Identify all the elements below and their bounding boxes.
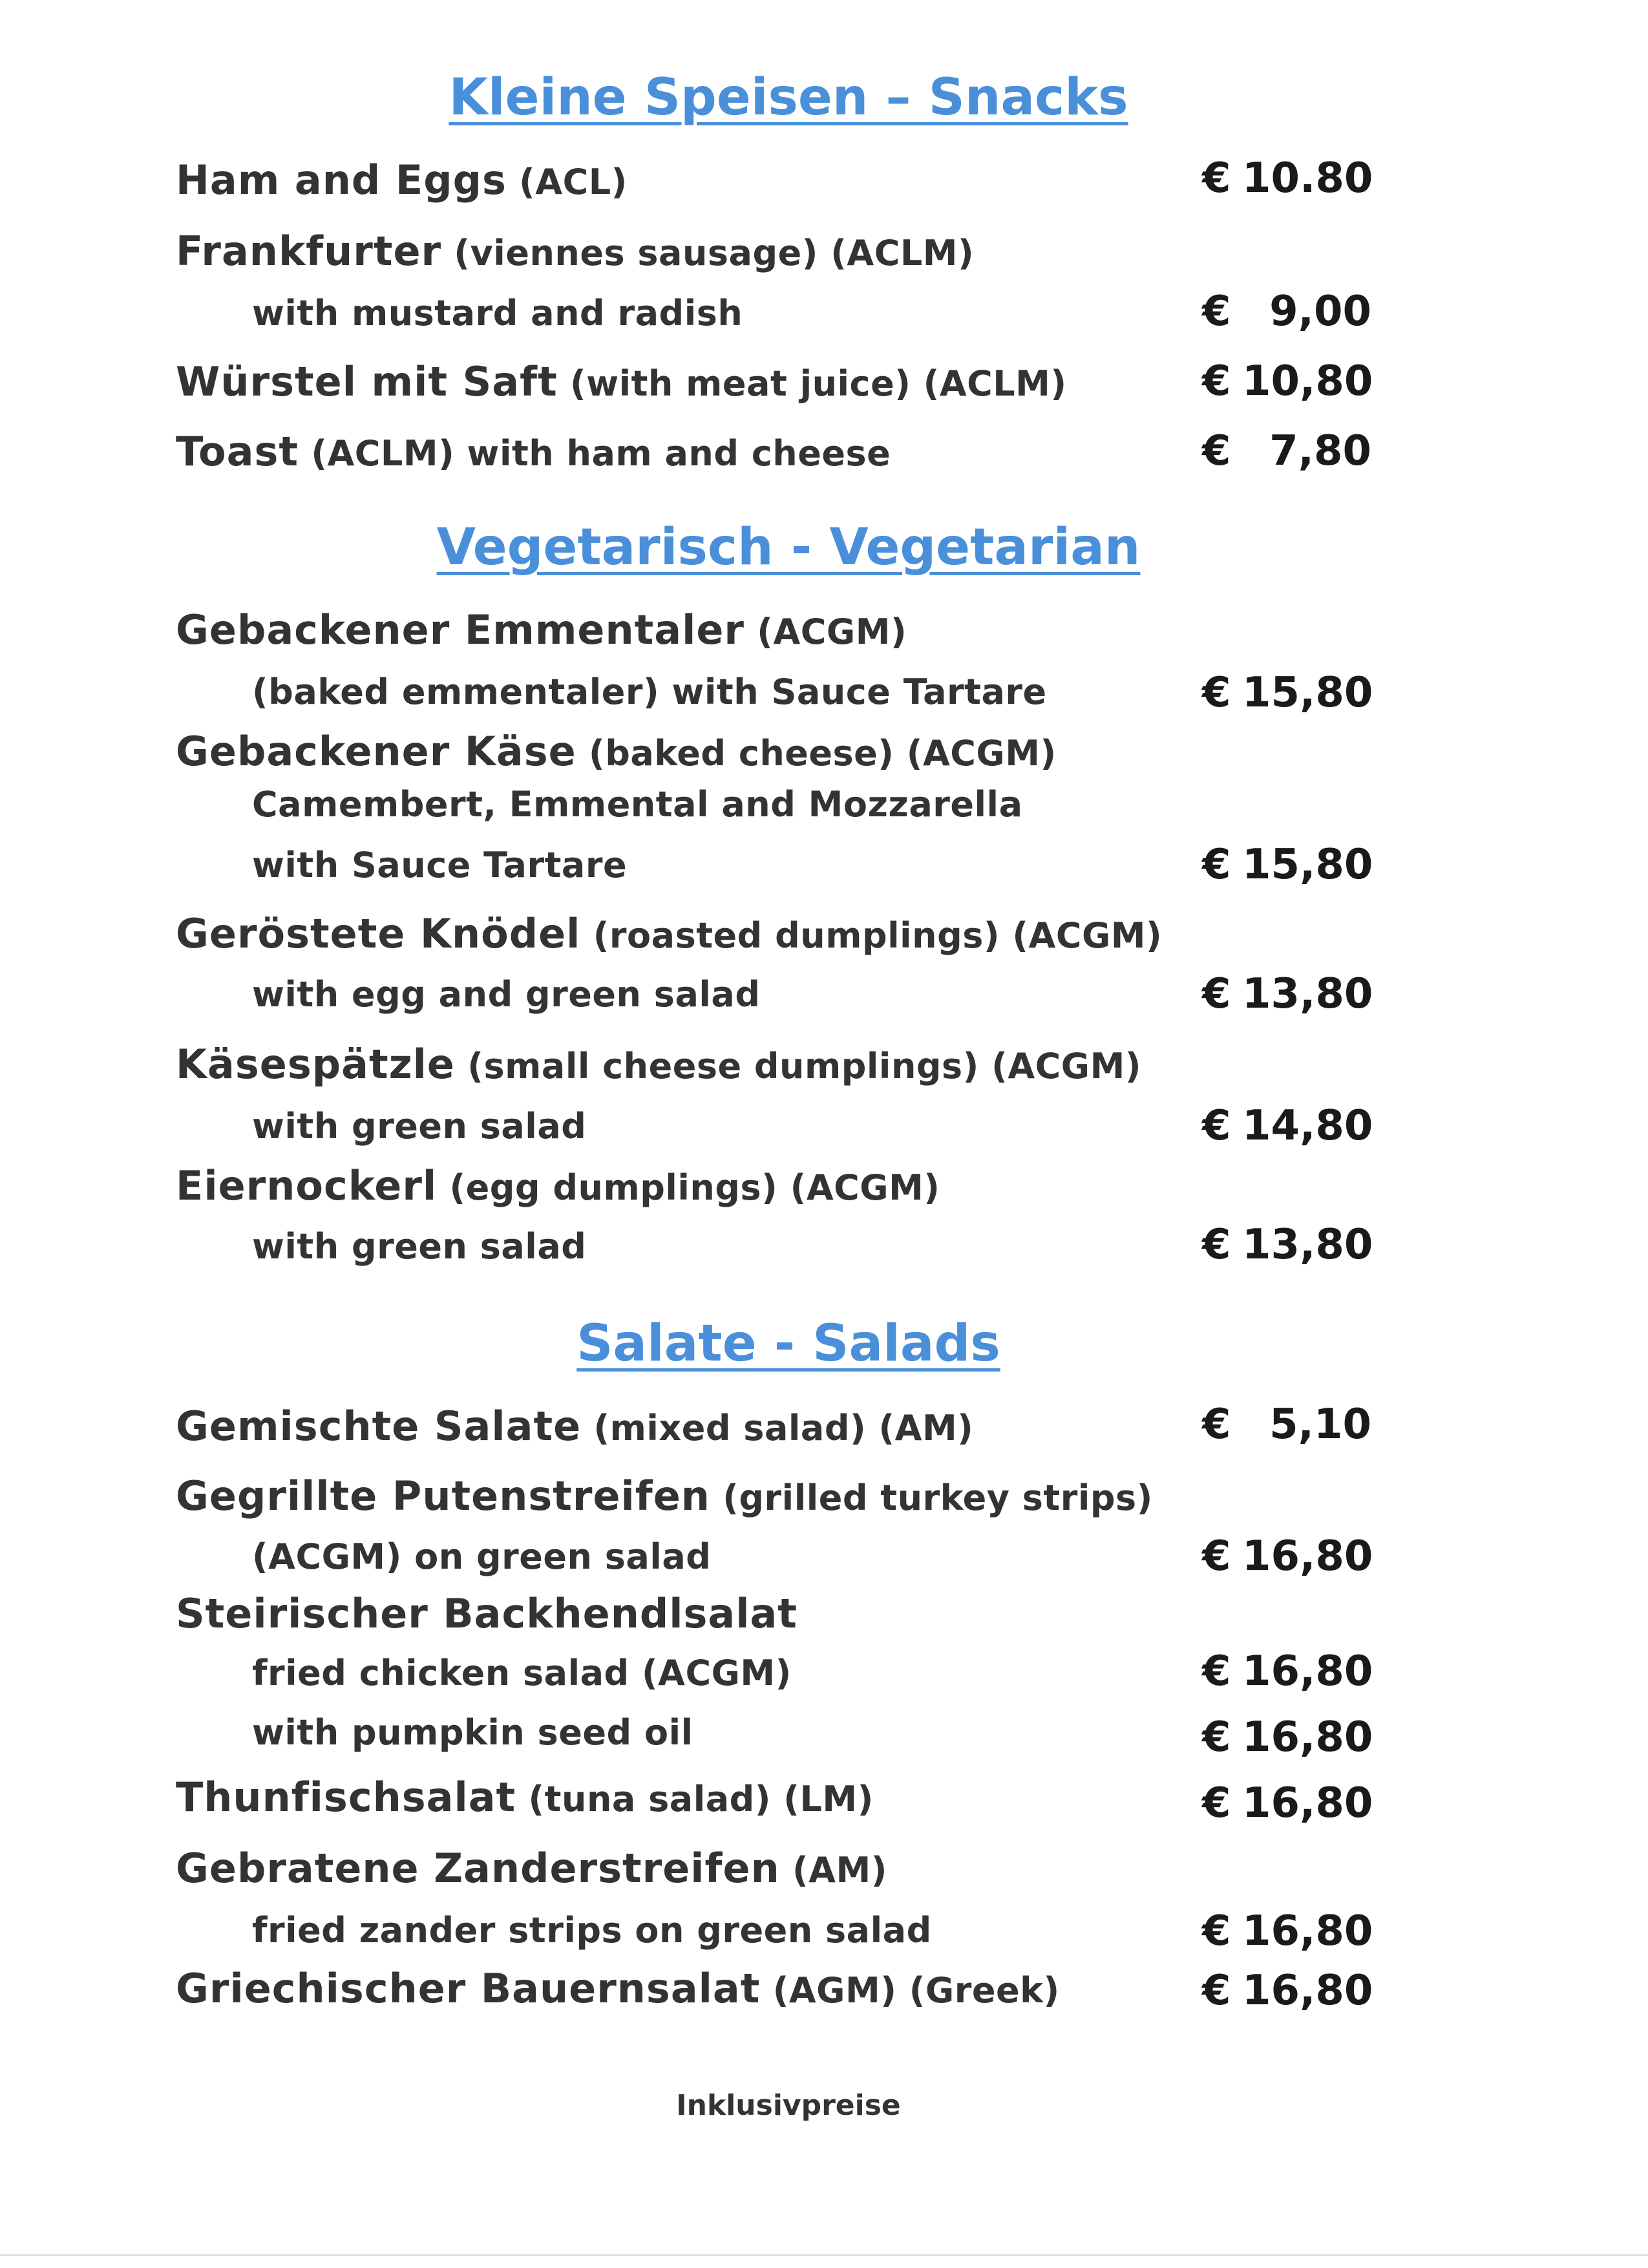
menu-item-thunfischsalat xyxy=(176,1774,874,1821)
item-desc: (with meat juice) (ACLM) xyxy=(557,363,1067,404)
item-name: Eiernockerl xyxy=(176,1162,438,1209)
menu-item-gebackener-emmentaler xyxy=(176,606,907,653)
price-amount: 16,80 xyxy=(1242,1967,1373,2015)
item-name: Ham and Eggs xyxy=(176,156,507,204)
currency-symbol: € xyxy=(1202,669,1231,717)
item-desc: (grilled turkey strips) xyxy=(710,1478,1153,1518)
price-amount: 16,80 xyxy=(1242,1907,1373,1955)
menu-item-geroestete-knoedel xyxy=(176,910,1163,957)
item-price xyxy=(1202,288,1377,335)
item-desc: (small cheese dumplings) (ACGM) xyxy=(454,1046,1141,1086)
item-desc: Camembert, Emmental and Mozzarella xyxy=(252,784,1023,825)
item-desc: fried chicken salad (ACGM) xyxy=(252,1653,792,1693)
price-amount: 15,80 xyxy=(1242,669,1373,717)
item-desc: (egg dumplings) (ACGM) xyxy=(437,1167,940,1208)
item-desc: (ACGM) on green salad xyxy=(252,1536,712,1577)
currency-symbol: € xyxy=(1202,154,1231,202)
item-desc: with mustard and radish xyxy=(252,293,743,334)
item-price xyxy=(1202,1532,1377,1580)
currency-symbol: € xyxy=(1202,1532,1231,1580)
menu-item-eiernockerl xyxy=(176,1162,940,1209)
item-price xyxy=(1202,1779,1377,1827)
menu-item-gebackener-kaese xyxy=(176,728,1057,775)
menu-item-kaesespaetzle xyxy=(176,1041,1141,1088)
item-desc: (roasted dumplings) (ACGM) xyxy=(580,915,1163,956)
menu-item-ham-and-eggs xyxy=(176,156,628,204)
currency-symbol: € xyxy=(1202,1907,1231,1955)
item-price xyxy=(1202,1967,1377,2015)
menu-item-detail xyxy=(252,1226,587,1267)
item-name: Käsespätzle xyxy=(176,1041,455,1088)
currency-symbol: € xyxy=(1202,1648,1231,1695)
item-name: Thunfischsalat xyxy=(176,1774,516,1821)
currency-symbol: € xyxy=(1202,1779,1231,1827)
menu-item-steirischer-backhendlsalat xyxy=(176,1590,798,1637)
price-amount: 16,80 xyxy=(1242,1779,1373,1827)
currency-symbol: € xyxy=(1202,1221,1231,1269)
page-bottom-edge xyxy=(0,2254,1648,2256)
item-desc: (ACGM) xyxy=(744,611,907,652)
item-desc: (ACL) xyxy=(506,162,628,202)
section-heading-salads: Salate - Salads xyxy=(576,1315,1000,1373)
item-price xyxy=(1202,1713,1377,1761)
item-desc: (AGM) (Greek) xyxy=(760,1970,1060,2011)
price-amount: 5,10 xyxy=(1269,1401,1371,1448)
item-desc: with egg and green salad xyxy=(252,974,761,1015)
item-price xyxy=(1202,1102,1377,1150)
menu-item-griechischer-bauernsalat xyxy=(176,1965,1060,2012)
currency-symbol: € xyxy=(1202,357,1231,405)
item-desc: with Sauce Tartare xyxy=(252,845,628,885)
item-price xyxy=(1202,357,1377,405)
item-price xyxy=(1202,841,1377,889)
item-desc: with pumpkin seed oil xyxy=(252,1712,693,1753)
menu-item-detail xyxy=(252,1712,693,1753)
menu-item-detail xyxy=(252,845,628,885)
currency-symbol: € xyxy=(1202,1967,1231,2015)
item-desc: (mixed salad) (AM) xyxy=(581,1408,974,1448)
item-desc: (AM) xyxy=(779,1850,887,1891)
item-price xyxy=(1202,427,1377,475)
currency-symbol: € xyxy=(1202,288,1231,335)
item-price xyxy=(1202,970,1377,1018)
section-heading-vegetarian: Vegetarisch - Vegetarian xyxy=(436,518,1141,577)
currency-symbol: € xyxy=(1202,970,1231,1018)
item-price xyxy=(1202,1221,1377,1269)
price-amount: 10.80 xyxy=(1242,154,1373,202)
menu-item-frankfurter xyxy=(176,228,975,275)
price-amount: 16,80 xyxy=(1242,1532,1373,1580)
item-name: Gegrillte Putenstreifen xyxy=(176,1472,710,1520)
menu-item-detail xyxy=(252,784,1023,825)
price-amount: 14,80 xyxy=(1242,1102,1373,1150)
price-note: Inklusivpreise xyxy=(676,2089,901,2122)
item-name: Frankfurter xyxy=(176,228,442,275)
menu-item-detail xyxy=(252,1910,932,1951)
item-name: Gebackener Emmentaler xyxy=(176,606,745,653)
item-price xyxy=(1202,1401,1377,1448)
menu-item-detail xyxy=(252,1106,587,1147)
item-desc: fried zander strips on green salad xyxy=(252,1910,932,1951)
price-amount: 15,80 xyxy=(1242,841,1373,889)
price-amount: 13,80 xyxy=(1242,1221,1373,1269)
item-desc: (ACLM) with ham and cheese xyxy=(299,433,891,474)
item-price xyxy=(1202,669,1377,717)
menu-item-detail xyxy=(252,974,761,1015)
price-amount: 9,00 xyxy=(1269,288,1371,335)
item-desc: (baked cheese) (ACGM) xyxy=(576,733,1057,774)
price-amount: 16,80 xyxy=(1242,1713,1373,1761)
item-name: Griechischer Bauernsalat xyxy=(176,1965,761,2012)
item-price xyxy=(1202,154,1377,202)
menu-item-gebratene-zanderstreifen xyxy=(176,1845,887,1892)
item-name: Steirischer Backhendlsalat xyxy=(176,1590,798,1637)
price-amount: 16,80 xyxy=(1242,1648,1373,1695)
menu-item-detail xyxy=(252,1536,712,1577)
item-price xyxy=(1202,1907,1377,1955)
item-name: Gebratene Zanderstreifen xyxy=(176,1845,780,1892)
section-heading-snacks: Kleine Speisen – Snacks xyxy=(449,69,1128,127)
currency-symbol: € xyxy=(1202,1401,1231,1448)
currency-symbol: € xyxy=(1202,1102,1231,1150)
item-desc: (baked emmentaler) with Sauce Tartare xyxy=(252,672,1047,712)
menu-item-gegrillte-putenstreifen xyxy=(176,1472,1153,1520)
currency-symbol: € xyxy=(1202,841,1231,889)
menu-item-gemischte-salate xyxy=(176,1403,974,1450)
menu-item-detail xyxy=(252,672,1047,712)
item-desc: with green salad xyxy=(252,1106,587,1147)
item-name: Gebackener Käse xyxy=(176,728,576,775)
item-desc: (tuna salad) (LM) xyxy=(516,1779,874,1819)
currency-symbol: € xyxy=(1202,1713,1231,1761)
price-amount: 13,80 xyxy=(1242,970,1373,1018)
item-desc: (viennes sausage) (ACLM) xyxy=(441,233,975,273)
menu-item-detail xyxy=(252,293,743,334)
item-name: Geröstete Knödel xyxy=(176,910,581,957)
item-name: Gemischte Salate xyxy=(176,1403,582,1450)
item-price xyxy=(1202,1648,1377,1695)
item-desc: with green salad xyxy=(252,1226,587,1267)
menu-item-toast xyxy=(176,428,891,475)
menu-item-detail xyxy=(252,1653,792,1693)
item-name: Würstel mit Saft xyxy=(176,358,558,405)
item-name: Toast xyxy=(176,428,299,475)
price-amount: 10,80 xyxy=(1242,357,1373,405)
price-amount: 7,80 xyxy=(1269,427,1371,475)
menu-item-wuerstel xyxy=(176,358,1067,405)
currency-symbol: € xyxy=(1202,427,1231,475)
